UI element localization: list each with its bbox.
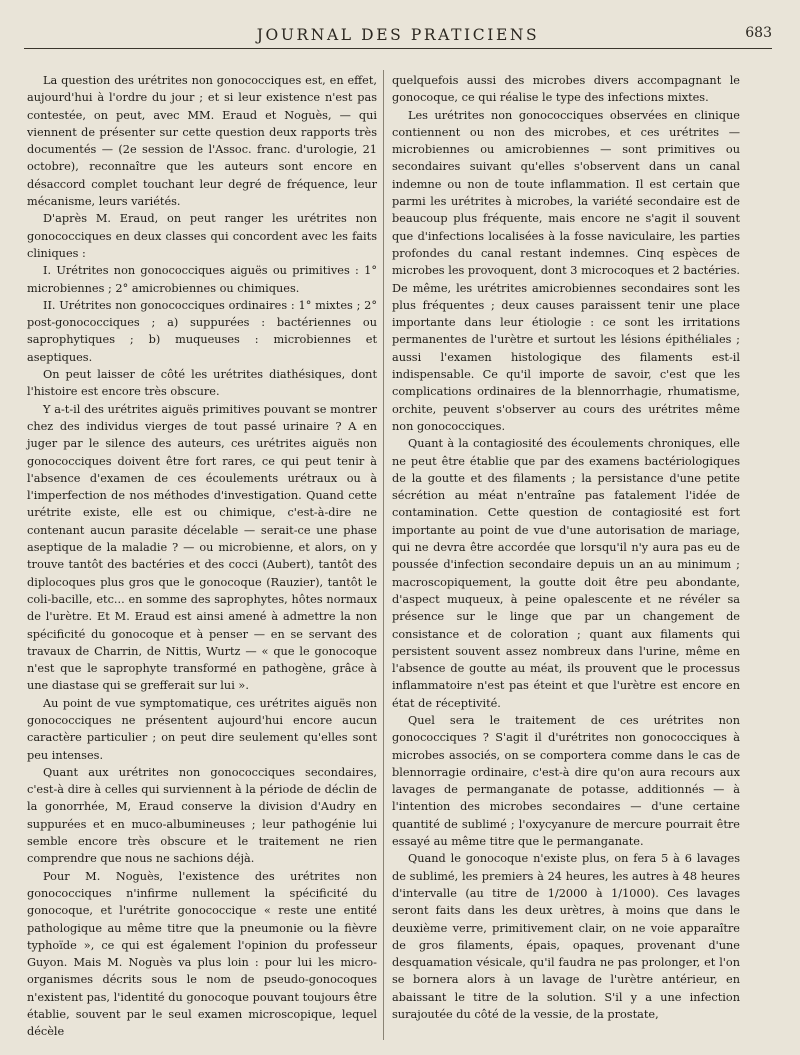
paragraph: Quant à la contagiosité des écoulements chroniques, elle ne peut être établie que par des examens bactériologiques de la goutte et des filaments ; la persistance d'une petite sécrétion au méat n'entraîne pas fatalement l'idée de contamination. Cette question de contagiosité est fort importante au point de vue d'une autorisation de mariage, qui ne devra être accordée que lorsqu'il n'y aura pas eu de poussée d'infection secondaire depuis un an au minimum ; macroscopiquement, la goutte doit être peu abondante, d'aspect muqueux, à peine opalescente et ne révéler sa présence sur le linge que par un changement de consistance et de coloration ; quant aux filaments qui persistent souvent assez nombreux dans l'urine, même en l'absence de goutte au méat, ils prouvent que le processus inflammatoire n'est pas éteint et que l'urètre est encore en état de réceptivité.	[392, 437, 740, 710]
left-column	[27, 72, 377, 1041]
paragraph: Y a-t-il des urétrites aiguës primitives pouvant se montrer chez des individus vierges de tout passé urinaire ? A en juger par le silence des auteurs, ces urétrites aiguës non gonococciques doivent être fort rares, ce qui peut tenir à l'absence d'examen de ces écoulements urétraux ou à l'imperfection de nos méthodes d'investigation. Quand cette urétrite existe, elle est ou chimique, c'est-à-dire ne contenant aucun parasite décelable — serait-ce une phase aseptique de la maladie ? — ou microbienne, et alors, on y trouve tantôt des bactéries et des cocci (Aubert), tantôt des diplocoques plus gros que le gonocoque (Rauzier), tantôt le coli-bacille, etc... en somme des saprophytes, hôtes normaux de l'urètre. Et M. Eraud est ainsi amené à admettre la non spécificité du gonocoque et à penser — en se servant des travaux de Charrin, de Nittis, Wurtz — « que le gonocoque n'est que le saprophyte transformé en pathogène, grâce à une diastase qui se grefferait sur lui ».	[27, 402, 377, 693]
right-column	[392, 72, 740, 1023]
journal-title: JOURNAL DES PRATICIENS	[256, 26, 540, 44]
paragraph: Les urétrites non gonococciques observées en clinique contiennent ou non des microbes, et ces urétrites — microbiennes ou amicrobiennes — sont primitives ou secondaires suivant qu'elles s'observent dans un canal indemne ou non de toute inflammation. Il est certain que parmi les urétrites à microbes, la variété secondaire est de beaucoup plus fréquente, mais encore ne s'agit il souvent que d'infections localisées à la fosse naviculaire, les parties profondes du canal restant indemnes. Cinq espèces de microbes les provoquent, dont 3 microcoques et 2 bactéries. De même, les urétrites amicrobiennes secondaires sont les plus fréquentes ; deux causes paraissent tenir une place importante dans leur étiologie : ce sont les irritations permanentes de l'urètre et surtout les lésions épithéliales ; aussi l'examen histologique des filaments est-il indispensable. Ce qu'il importe de savoir, c'est que les complications ordinaires de la blennorrhagie, rhumatisme, orchite, peuvent s'observer au cours des urétrites même non gonococciques.	[392, 108, 740, 433]
paragraph: La question des urétrites non gonococciques est, en effet, aujourd'hui à l'ordre du jour ; et si leur existence n'est pas contestée, on peut, avec MM. Eraud et Noguès, — qui viennent de présenter sur cette question deux rapports très documentés — (2e session de l'Assoc. franc. d'urologie, 21 octobre), reconnaître que les auteurs sont encore en désaccord complet touchant leur degré de fréquence, leur mécanisme, leurs variétés.	[27, 74, 377, 209]
paragraph: Pour M. Noguès, l'existence des urétrites non gonococciques n'infirme nullement la spécificité du gonocoque, et l'urétrite gonococcique « reste une entité pathologique au même titre que la pneumonie ou la fièvre typhoïde », ce qui est également l'opinion du professeur Guyon. Mais M. Noguès va plus loin : pour lui les micro-organismes décrits sous le nom de pseudo-gonocoques n'existent pas, l'identité du gonocoque pouvant toujours être établie, souvent par le seul examen microscopique, lequel décèle	[27, 869, 377, 1039]
list-item: I. Urétrites non gonococciques aiguës ou primitives : 1° microbiennes ; 2° amicrobiennes ou chimiques.	[27, 264, 377, 295]
paragraph: Au point de vue symptomatique, ces urétrites aiguës non gonococciques ne présentent aujourd'hui encore aucun caractère particulier ; on peut dire seulement qu'elles sont peu intenses.	[27, 696, 377, 762]
paragraph: On peut laisser de côté les urétrites diathésiques, dont l'histoire est encore très obscure.	[27, 368, 377, 399]
paragraph: D'après M. Eraud, on peut ranger les urétrites non gonococciques en deux classes qui concordent avec les faits cliniques :	[27, 212, 377, 260]
page-header	[24, 18, 772, 49]
paragraph: Quand le gonocoque n'existe plus, on fera 5 à 6 lavages de sublimé, les premiers à 24 heures, les autres à 48 heures d'intervalle (au titre de 1/2000 à 1/1000). Ces lavages seront faits dans les deux urètres, à moins que dans le deuxième verre, primitivement clair, on ne voie apparaître de gros filaments, épais, opaques, provenant d'une desquamation vésicale, qu'il faudra ne pas prolonger, et l'on se bornera alors à un lavage de l'urètre antérieur, en abaissant le titre de la solution. S'il y a une infection surajoutée du côté de la vessie, de la prostate,	[392, 852, 740, 1022]
paragraph: Quant aux urétrites non gonococciques secondaires, c'est-à dire à celles qui surviennent à la période de déclin de la gonorrhée, M, Eraud conserve la division d'Audry en suppurées et en muco-albumineuses ; leur pathogénie lui semble encore très obscure et le traitement ne rien comprendre que nous ne sachions déjà.	[27, 765, 377, 866]
list-item: II. Urétrites non gonococciques ordinaires : 1° mixtes ; 2° post-gonococciques ; a) suppurées : bactériennes ou saprophytiques ; b) muqueuses : microbiennes et aseptiques.	[27, 298, 377, 364]
paragraph-continued: quelquefois aussi des microbes divers accompagnant le gonocoque, ce qui réalise le type des infections mixtes.	[392, 74, 740, 105]
page-number: 683	[745, 25, 772, 41]
column-divider	[383, 70, 384, 1040]
paragraph: Quel sera le traitement de ces urétrites non gonococciques ? S'agit il d'urétrites non gonococciques à microbes associés, on se comportera comme dans le cas de blennorragie ordinaire, c'est-à dire qu'on aura recours aux lavages de permanganate de potasse, additionnés — à l'intention des microbes secondaires — d'une certaine quantité de sublimé ; l'oxycyanure de mercure pourrait être essayé au même titre que le permanganate.	[392, 713, 740, 849]
